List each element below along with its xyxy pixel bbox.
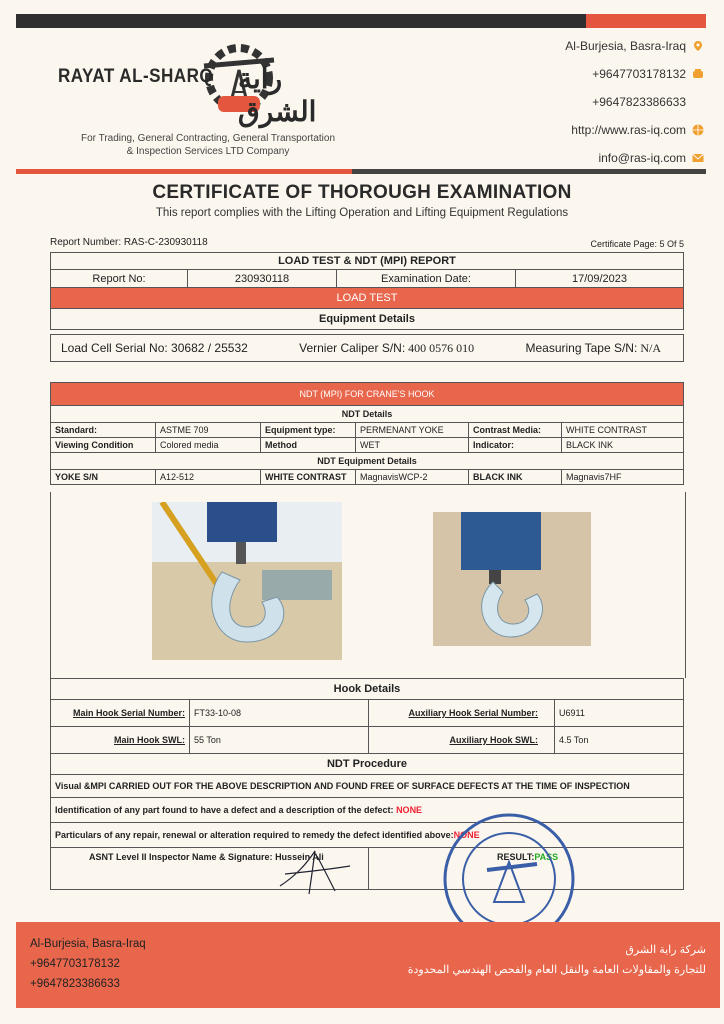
- logo-text-ar: راية الشرق: [238, 63, 317, 127]
- defect-identification-text: Identification of any part found to have a defect and a description of the defect:: [55, 805, 394, 815]
- footer-ar-line-2: للتجارة والمقاولات العامة والنقل العام والفحص الهندسي المحدودة: [407, 964, 706, 976]
- equipment-details-heading: Equipment Details: [51, 309, 684, 330]
- white-contrast-value: MagnavisWCP-2: [356, 470, 469, 485]
- company-tagline: [58, 132, 358, 158]
- main-hook-photo: [152, 502, 342, 660]
- contact-phone-2[interactable]: [565, 88, 704, 116]
- logo-text-en: RAYAT AL-SHARQ: [58, 66, 214, 87]
- load-cell-serial: Load Cell Serial No: 30682 / 25532: [61, 341, 248, 355]
- viewing-value: Colored media: [156, 438, 261, 453]
- yoke-label: YOKE S/N: [51, 470, 156, 485]
- result-value: PASS: [534, 852, 559, 862]
- footer-ar-line-1: شركة راية الشرق: [625, 944, 706, 956]
- footer-phone-2[interactable]: +9647823386633: [30, 978, 120, 990]
- tagline-line-2: & Inspection Services LTD Company: [126, 146, 290, 157]
- hook-photos: [50, 492, 686, 678]
- report-no-value: 230930118: [188, 270, 337, 288]
- exam-date-value: 17/09/2023: [516, 270, 684, 288]
- inspector-signature: [275, 846, 355, 896]
- divider-accent: [16, 169, 352, 174]
- contact-block: [565, 32, 704, 172]
- vernier-value: 400 0576 010: [408, 340, 475, 355]
- certificate-page: Certificate Page: 5 Of 5: [590, 239, 684, 249]
- inspector-name: Hussein Ali: [275, 852, 324, 862]
- contact-email[interactable]: [565, 144, 704, 172]
- ndt-bar: NDT (MPI) FOR CRANE'S HOOK: [51, 383, 684, 406]
- ndt-table: [50, 382, 684, 485]
- aux-hook-swl-label: Auxiliary Hook SWL:: [369, 727, 555, 754]
- tape-value: N/A: [640, 340, 661, 355]
- procedure-line-1: Visual &MPI CARRIED OUT FOR THE ABOVE DESCRIPTION AND FOUND FREE OF SURFACE DEFECTS AT THE TIME OF INSPECTION: [51, 775, 684, 798]
- white-contrast-label: WHITE CONTRAST: [261, 470, 356, 485]
- ndt-details-heading: NDT Details: [51, 406, 684, 423]
- exam-date-label: Examination Date:: [337, 270, 516, 288]
- phone-2-text: +9647823386633: [592, 95, 686, 109]
- aux-hook-swl-value: 4.5 Ton: [555, 727, 684, 754]
- indicator-value: BLACK INK: [562, 438, 684, 453]
- email-text: info@ras-iq.com: [598, 151, 686, 165]
- procedure-line-3: [51, 823, 684, 848]
- standard-value: ASTME 709: [156, 423, 261, 438]
- method-value: WET: [356, 438, 469, 453]
- equipment-type-label: Equipment type:: [261, 423, 356, 438]
- certificate-subtitle: This report complies with the Lifting Operation and Lifting Equipment Regulations: [155, 207, 569, 219]
- measuring-tape: [525, 341, 661, 356]
- hook-details-heading: Hook Details: [51, 679, 684, 700]
- main-hook-swl-value: 55 Ton: [190, 727, 369, 754]
- ndt-procedure-heading: NDT Procedure: [51, 754, 684, 775]
- repair-particulars-text: Particulars of any repair, renewal or alteration required to remedy the defect identified above:: [55, 830, 454, 840]
- result-label: RESULT:: [497, 852, 535, 862]
- main-hook-serial-value: FT33-10-08: [190, 700, 369, 727]
- address-text: Al-Burjesia, Basra-Iraq: [565, 39, 686, 53]
- phone-1-text: +9647703178132: [592, 67, 686, 81]
- yoke-value: A12-512: [156, 470, 261, 485]
- footer-arabic: [408, 940, 706, 980]
- equipment-row: [50, 334, 684, 362]
- inspector-label: ASNT Level II Inspector Name & Signature:: [89, 852, 273, 862]
- procedure-line-2: [51, 798, 684, 823]
- standard-label: Standard:: [51, 423, 156, 438]
- footer-address: Al-Burjesia, Basra-Iraq: [30, 938, 146, 950]
- top-bar: [16, 14, 706, 28]
- vernier-caliper: [299, 341, 474, 356]
- main-hook-serial-label: Main Hook Serial Number:: [51, 700, 190, 727]
- load-test-bar: LOAD TEST: [51, 288, 684, 309]
- indicator-label: Indicator:: [469, 438, 562, 453]
- contrast-media-value: WHITE CONTRAST: [562, 423, 684, 438]
- tape-label: Measuring Tape S/N:: [525, 340, 638, 355]
- aux-hook-serial-value: U6911: [555, 700, 684, 727]
- tagline-line-1: For Trading, General Contracting, General Transportation: [80, 133, 336, 144]
- report-no-label: Report No:: [51, 270, 188, 288]
- spacer: [692, 96, 704, 108]
- hook-procedure-table: [50, 678, 684, 890]
- phone-icon: [692, 68, 704, 80]
- ndt-equipment-heading: NDT Equipment Details: [51, 453, 684, 470]
- footer-contact: [30, 934, 146, 994]
- auxiliary-hook-photo: [433, 512, 591, 646]
- method-label: Method: [261, 438, 356, 453]
- report-heading: LOAD TEST & NDT (MPI) REPORT: [51, 253, 684, 270]
- location-pin-icon: [692, 40, 704, 52]
- footer-phone-1[interactable]: +9647703178132: [30, 958, 120, 970]
- contrast-media-label: Contrast Media:: [469, 423, 562, 438]
- top-bar-accent: [586, 14, 706, 28]
- certificate-title: CERTIFICATE OF THOROUGH EXAMINATION: [152, 182, 572, 203]
- footer: [16, 922, 720, 1008]
- report-number: Report Number: RAS-C-230930118: [50, 237, 208, 248]
- aux-hook-serial-label: Auxiliary Hook Serial Number:: [369, 700, 555, 727]
- load-test-table: [50, 252, 684, 330]
- main-hook-swl-label: Main Hook SWL:: [51, 727, 190, 754]
- equipment-type-value: PERMENANT YOKE: [356, 423, 469, 438]
- contact-address: [565, 32, 704, 60]
- repair-particulars-value: NONE: [453, 830, 480, 840]
- vernier-label: Vernier Caliper S/N:: [299, 340, 406, 355]
- defect-identification-value: NONE: [396, 805, 423, 815]
- viewing-label: Viewing Condition: [51, 438, 156, 453]
- header-divider: [16, 169, 706, 174]
- envelope-icon: [692, 152, 704, 164]
- black-ink-label: BLACK INK: [469, 470, 562, 485]
- contact-website[interactable]: [565, 116, 704, 144]
- black-ink-value: Magnavis7HF: [562, 470, 684, 485]
- contact-phone-1[interactable]: [565, 60, 704, 88]
- website-text: http://www.ras-iq.com: [571, 123, 686, 137]
- globe-icon: [692, 124, 704, 136]
